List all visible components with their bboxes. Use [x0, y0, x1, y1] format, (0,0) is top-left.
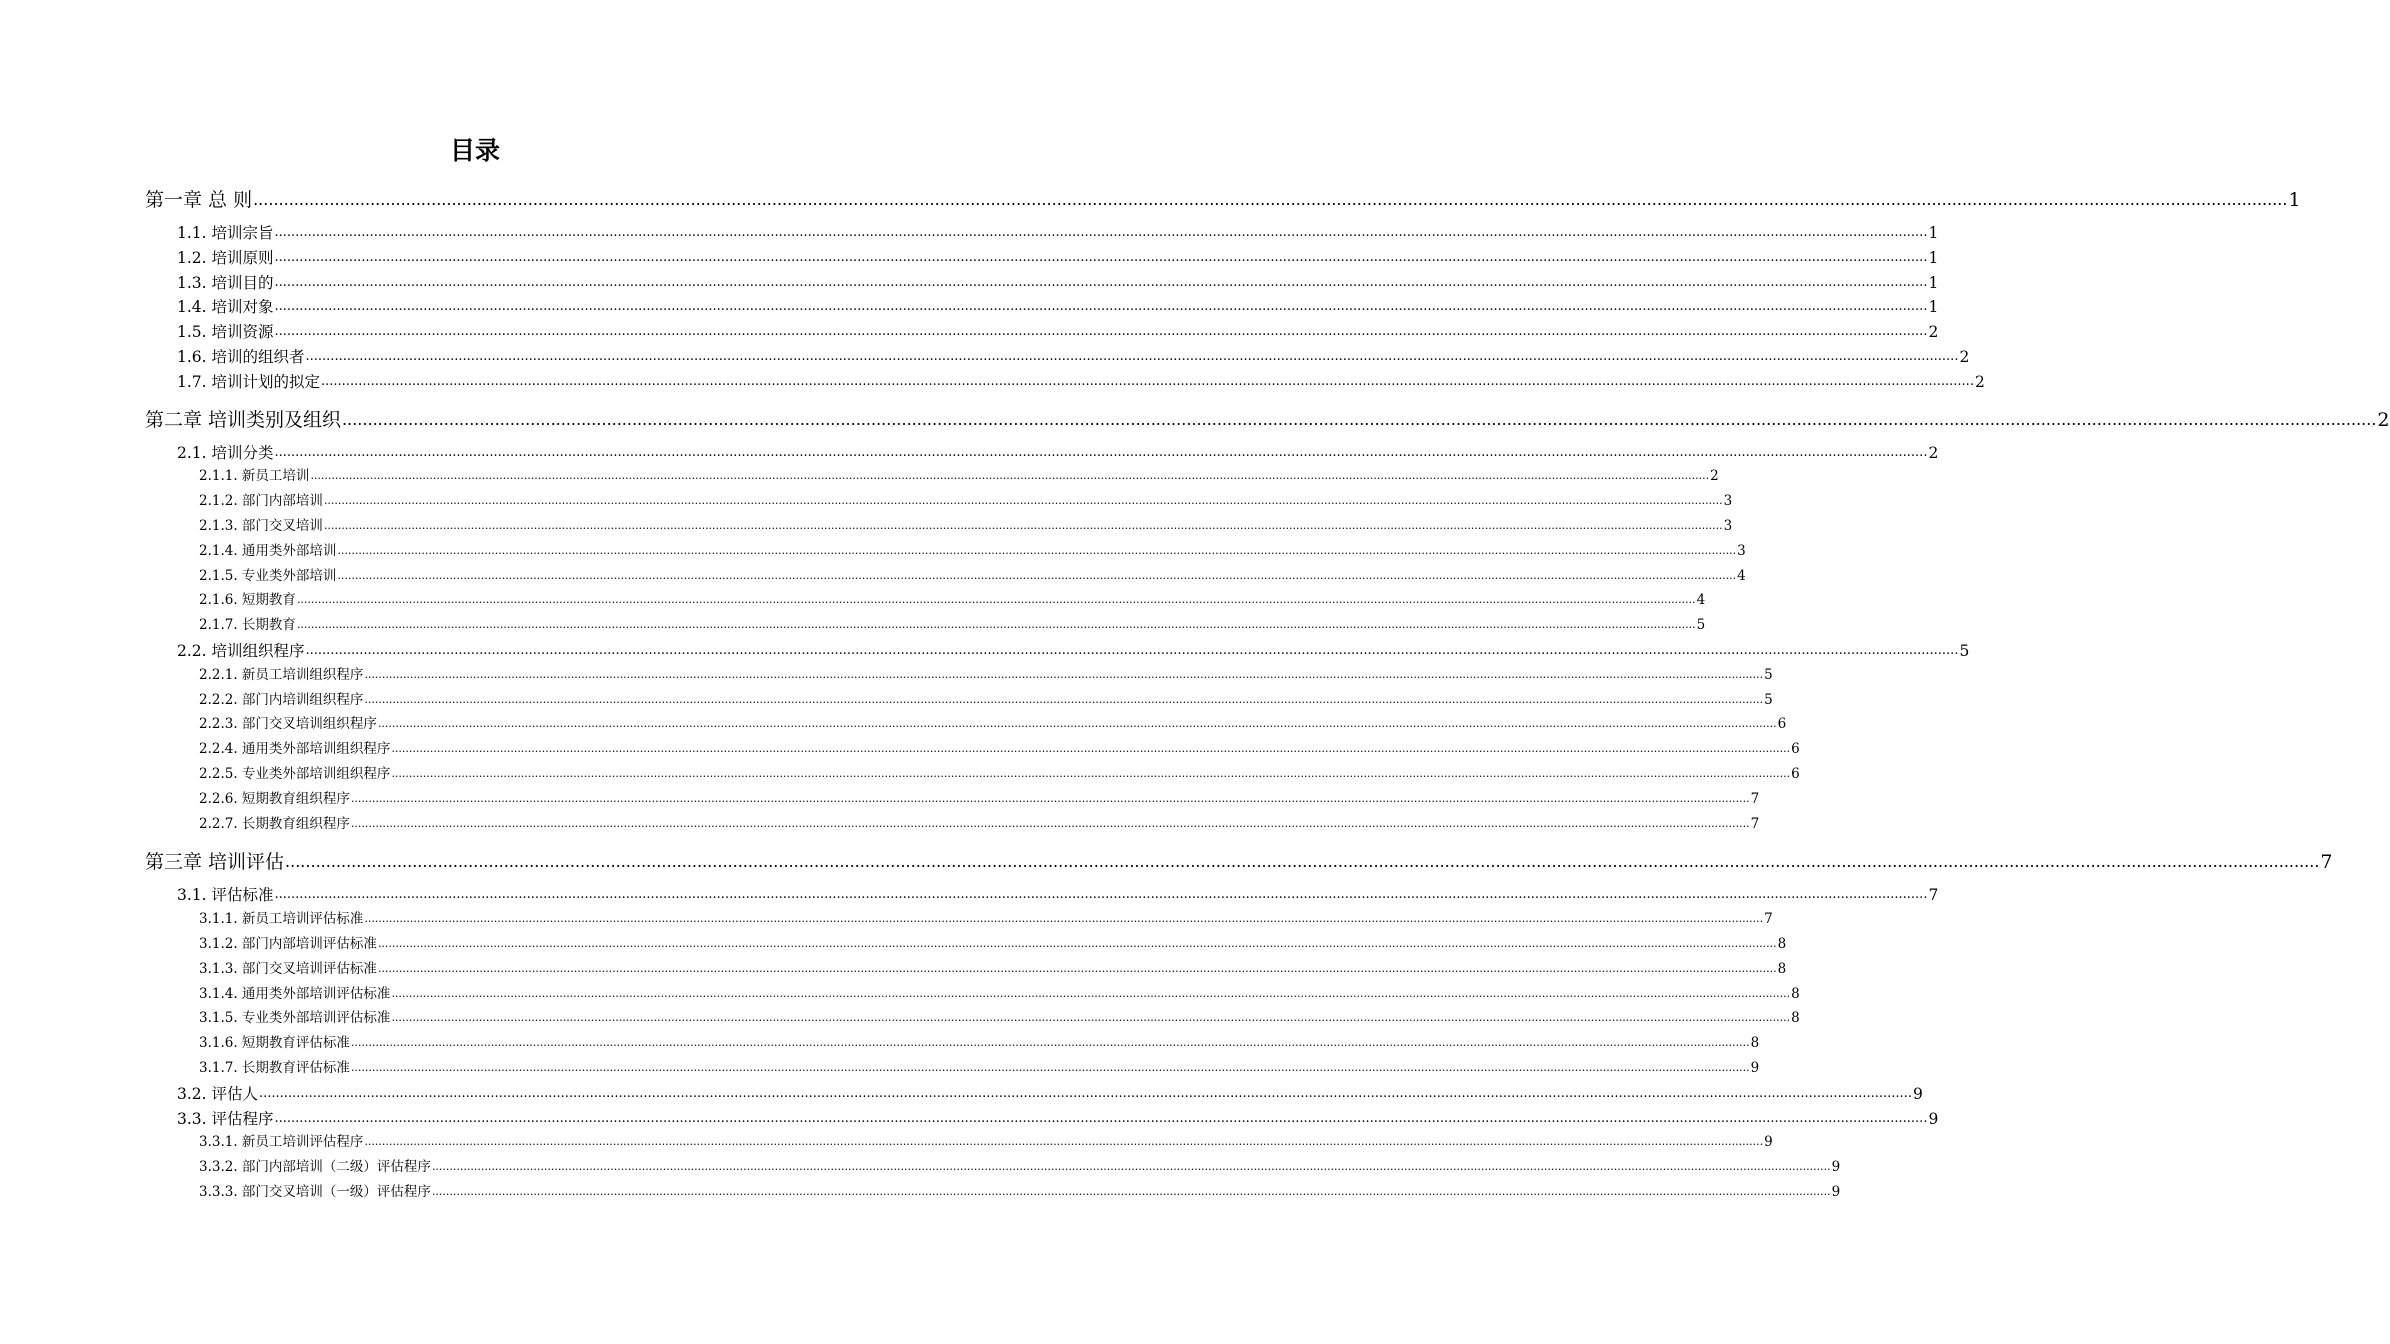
toc-entry-label: 2.1.2. 部门内部培训	[199, 493, 323, 510]
toc-entry-page: 2	[1928, 323, 1939, 342]
toc-dot-leader: ................................................................................................................................................................................................................................................................................................................................................................................................................	[274, 299, 1928, 315]
toc-entry-page: 4	[1737, 567, 1746, 584]
toc-entry[interactable]	[177, 371, 1985, 393]
toc-entry-label: 1.5. 培训资源	[177, 323, 274, 342]
toc-dot-leader: ................................................................................................................................................................................................................................................................................................................................................................................................................	[431, 1185, 1831, 1198]
toc-entry[interactable]	[145, 186, 2301, 214]
toc-dot-leader: ................................................................................................................................................................................................................................................................................................................................................................................................................	[350, 1061, 1750, 1074]
toc-dot-leader: ................................................................................................................................................................................................................................................................................................................................................................................................................	[364, 667, 1764, 681]
toc-entry-page: 9	[1764, 1134, 1773, 1151]
toc-dot-leader: ................................................................................................................................................................................................................................................................................................................................................................................................................	[350, 816, 1750, 830]
toc-entry-label: 2.2.2. 部门内培训组织程序	[199, 691, 364, 708]
toc-entry-page: 6	[1777, 716, 1787, 733]
toc-entry-label: 3.1.4. 通用类外部培训评估标准	[199, 985, 391, 1002]
toc-entry[interactable]	[177, 1108, 1939, 1130]
toc-entry-page: 9	[1750, 1060, 1760, 1076]
toc-dot-leader: ................................................................................................................................................................................................................................................................................................................................................................................................................	[377, 961, 1777, 975]
toc-entry-label: 3.1.1. 新员工培训评估标准	[199, 911, 364, 928]
toc-entry-page: 7	[1764, 911, 1773, 928]
toc-dot-leader: ................................................................................................................................................................................................................................................................................................................................................................................................................	[305, 643, 1959, 658]
toc-entry-page: 1	[1928, 248, 1939, 267]
toc-entry-page: 4	[1696, 592, 1706, 609]
toc-entry[interactable]	[199, 516, 1733, 536]
toc-entry[interactable]	[177, 640, 1970, 662]
toc-entry-label: 1.4. 培训对象	[177, 298, 274, 317]
toc-entry[interactable]	[199, 1008, 1800, 1028]
toc-dot-leader: ................................................................................................................................................................................................................................................................................................................................................................................................................	[274, 444, 1928, 460]
toc-entry-label: 1.3. 培训目的	[177, 273, 274, 292]
toc-entry-label: 1.2. 培训原则	[177, 248, 274, 267]
toc-entry-page: 5	[1696, 617, 1706, 634]
toc-entry-label: 1.6. 培训的组织者	[177, 348, 305, 366]
toc-dot-leader: ................................................................................................................................................................................................................................................................................................................................................................................................................	[364, 1135, 1764, 1149]
toc-entry-page: 7	[1750, 815, 1760, 832]
toc-entry-page: 7	[2320, 851, 2333, 874]
toc-entry-page: 2	[1959, 348, 1970, 366]
toc-entry-page: 5	[1959, 642, 1970, 660]
toc-entry[interactable]	[145, 848, 2333, 876]
toc-entry-page: 2	[2377, 408, 2390, 431]
toc-entry-label: 3.1. 评估标准	[177, 886, 274, 905]
toc-entry[interactable]	[199, 541, 1746, 561]
toc-entry[interactable]	[199, 491, 1733, 511]
toc-entry-page: 3	[1723, 493, 1733, 510]
toc-dot-leader: ................................................................................................................................................................................................................................................................................................................................................................................................................	[431, 1160, 1831, 1174]
toc-entry[interactable]	[177, 247, 1939, 269]
toc-entry-page: 1	[1928, 298, 1939, 317]
toc-entry-page: 9	[1912, 1084, 1923, 1103]
toc-entry[interactable]	[199, 909, 1773, 929]
toc-entry-label: 2.1.6. 短期教育	[199, 592, 296, 609]
toc-entry-label: 3.2. 评估人	[177, 1084, 259, 1103]
toc-dot-leader: ................................................................................................................................................................................................................................................................................................................................................................................................................	[274, 249, 1928, 265]
toc-dot-leader: ................................................................................................................................................................................................................................................................................................................................................................................................................	[296, 593, 1696, 607]
toc-entry[interactable]	[199, 764, 1800, 784]
toc-entry[interactable]	[199, 739, 1800, 759]
toc-entry[interactable]	[199, 1182, 1841, 1202]
toc-entry-label: 3.1.3. 部门交叉培训评估标准	[199, 960, 377, 977]
toc-dot-leader: ................................................................................................................................................................................................................................................................................................................................................................................................................	[342, 409, 2377, 429]
toc-entry-label: 3.3.1. 新员工培训评估程序	[199, 1134, 364, 1151]
toc-entry-page: 1	[1928, 224, 1939, 242]
toc-entry[interactable]	[199, 789, 1760, 809]
toc-entry[interactable]	[199, 466, 1719, 486]
toc-dot-leader: ................................................................................................................................................................................................................................................................................................................................................................................................................	[364, 692, 1764, 706]
toc-entry-label: 3.3.3. 部门交叉培训（一级）评估程序	[199, 1184, 431, 1200]
toc-entry-page: 6	[1791, 741, 1800, 758]
toc-entry-page: 8	[1750, 1035, 1760, 1052]
toc-entry[interactable]	[177, 346, 1970, 368]
toc-dot-leader: ................................................................................................................................................................................................................................................................................................................................................................................................................	[377, 717, 1777, 731]
toc-entry-page: 6	[1791, 766, 1800, 782]
toc-entry[interactable]	[199, 1132, 1773, 1152]
toc-entry-label: 3.1.2. 部门内部培训评估标准	[199, 936, 377, 952]
toc-entry-page: 8	[1777, 936, 1787, 952]
toc-entry[interactable]	[199, 934, 1787, 954]
toc-entry-label: 2.2.3. 部门交叉培训组织程序	[199, 716, 377, 733]
toc-dot-leader: ................................................................................................................................................................................................................................................................................................................................................................................................................	[321, 373, 1974, 389]
toc-dot-leader: ................................................................................................................................................................................................................................................................................................................................................................................................................	[391, 767, 1791, 780]
toc-entry[interactable]	[177, 272, 1939, 294]
toc-dot-leader: ................................................................................................................................................................................................................................................................................................................................................................................................................	[253, 190, 2288, 209]
toc-entry-page: 7	[1928, 886, 1939, 905]
toc-entry-label: 2.1.5. 专业类外部培训	[199, 567, 337, 584]
toc-entry[interactable]	[177, 222, 1939, 244]
toc-dot-leader: ................................................................................................................................................................................................................................................................................................................................................................................................................	[259, 1085, 1912, 1101]
toc-dot-leader: ................................................................................................................................................................................................................................................................................................................................................................................................................	[274, 887, 1928, 903]
toc-dot-leader: ................................................................................................................................................................................................................................................................................................................................................................................................................	[305, 349, 1959, 364]
toc-entry-label: 3.1.7. 长期教育评估标准	[199, 1060, 350, 1076]
toc-entry-label: 2.2.5. 专业类外部培训组织程序	[199, 766, 391, 782]
toc-dot-leader: ................................................................................................................................................................................................................................................................................................................................................................................................................	[377, 937, 1777, 950]
toc-entry-label: 2.2. 培训组织程序	[177, 642, 305, 660]
toc-dot-leader: ................................................................................................................................................................................................................................................................................................................................................................................................................	[274, 324, 1928, 340]
toc-dot-leader: ................................................................................................................................................................................................................................................................................................................................................................................................................	[350, 1036, 1750, 1050]
toc-dot-leader: ................................................................................................................................................................................................................................................................................................................................................................................................................	[391, 1011, 1791, 1025]
toc-entry-label: 2.2.6. 短期教育组织程序	[199, 790, 350, 807]
toc-dot-leader: ................................................................................................................................................................................................................................................................................................................................................................................................................	[391, 742, 1791, 756]
toc-dot-leader: ................................................................................................................................................................................................................................................................................................................................................................................................................	[337, 543, 1737, 557]
toc-dot-leader: ................................................................................................................................................................................................................................................................................................................................................................................................................	[323, 494, 1723, 508]
toc-entry-label: 1.1. 培训宗旨	[177, 224, 274, 242]
toc-entry-page: 8	[1777, 960, 1787, 977]
toc-entry[interactable]	[199, 959, 1787, 979]
toc-entry-page: 8	[1791, 1010, 1800, 1027]
toc-entry-label: 1.7. 培训计划的拟定	[177, 372, 321, 391]
toc-dot-leader: ................................................................................................................................................................................................................................................................................................................................................................................................................	[285, 852, 2320, 872]
toc-entry-page: 5	[1764, 691, 1773, 708]
toc-entry-label: 2.2.4. 通用类外部培训组织程序	[199, 741, 391, 758]
toc-entry-page: 1	[1928, 273, 1939, 292]
toc-dot-leader: ................................................................................................................................................................................................................................................................................................................................................................................................................	[274, 274, 1928, 290]
toc-entry[interactable]	[177, 321, 1939, 343]
toc-entry-page: 9	[1831, 1159, 1841, 1176]
toc-entry-page: 2	[1710, 468, 1719, 485]
toc-entry-label: 第二章 培训类别及组织	[145, 408, 342, 431]
toc-entry-label: 2.1.4. 通用类外部培训	[199, 542, 337, 559]
toc-entry[interactable]	[145, 406, 2390, 434]
toc-entry[interactable]	[199, 1157, 1841, 1177]
page-title: 目录	[449, 136, 500, 165]
toc-entry-page: 9	[1928, 1109, 1939, 1128]
toc-entry[interactable]	[177, 1083, 1923, 1105]
toc-entry-page: 9	[1831, 1184, 1841, 1200]
toc-entry[interactable]	[199, 1058, 1760, 1078]
toc-dot-leader: ................................................................................................................................................................................................................................................................................................................................................................................................................	[310, 469, 1710, 483]
toc-entry[interactable]	[199, 1033, 1760, 1053]
toc-entry-label: 2.1.1. 新员工培训	[199, 468, 310, 485]
toc-dot-leader: ................................................................................................................................................................................................................................................................................................................................................................................................................	[296, 618, 1696, 632]
toc-dot-leader: ................................................................................................................................................................................................................................................................................................................................................................................................................	[350, 791, 1750, 805]
toc-entry[interactable]	[199, 566, 1746, 586]
toc-entry-page: 1	[2288, 189, 2301, 211]
toc-entry-label: 2.2.1. 新员工培训组织程序	[199, 666, 364, 683]
toc-entry-label: 2.1.7. 长期教育	[199, 617, 296, 634]
toc-entry-label: 3.3.2. 部门内部培训（二级）评估程序	[199, 1159, 431, 1176]
toc-dot-leader: ................................................................................................................................................................................................................................................................................................................................................................................................................	[391, 986, 1791, 1000]
toc-entry[interactable]	[199, 615, 1706, 635]
toc-entry[interactable]	[177, 442, 1939, 464]
toc-entry[interactable]	[199, 814, 1760, 834]
toc-entry-page: 3	[1737, 542, 1746, 559]
toc-entry-label: 第三章 培训评估	[145, 851, 285, 874]
toc-entry-page: 2	[1974, 372, 1985, 391]
toc-entry-label: 第一章 总 则	[145, 189, 253, 211]
toc-entry-page: 7	[1750, 790, 1760, 807]
toc-entry[interactable]	[199, 984, 1800, 1004]
toc-dot-leader: ................................................................................................................................................................................................................................................................................................................................................................................................................	[364, 912, 1764, 926]
toc-entry-label: 3.1.5. 专业类外部培训评估标准	[199, 1010, 391, 1027]
toc-entry-label: 2.2.7. 长期教育组织程序	[199, 815, 350, 832]
toc-entry-page: 3	[1723, 518, 1733, 534]
toc-entry[interactable]	[177, 296, 1939, 318]
toc-entry-page: 8	[1791, 985, 1800, 1002]
toc-dot-leader: ................................................................................................................................................................................................................................................................................................................................................................................................................	[274, 225, 1928, 240]
toc-entry[interactable]	[199, 590, 1706, 610]
toc-dot-leader: ................................................................................................................................................................................................................................................................................................................................................................................................................	[274, 1110, 1928, 1126]
toc-entry-label: 3.3. 评估程序	[177, 1109, 274, 1128]
toc-entry-label: 2.1. 培训分类	[177, 443, 274, 462]
toc-entry[interactable]	[199, 665, 1773, 685]
toc-entry-page: 2	[1928, 443, 1939, 462]
toc-dot-leader: ................................................................................................................................................................................................................................................................................................................................................................................................................	[337, 568, 1737, 582]
toc-entry[interactable]	[199, 690, 1773, 710]
toc-entry[interactable]	[199, 714, 1787, 734]
toc-entry-label: 2.1.3. 部门交叉培训	[199, 518, 323, 534]
toc-dot-leader: ................................................................................................................................................................................................................................................................................................................................................................................................................	[323, 519, 1723, 532]
toc-entry[interactable]	[177, 884, 1939, 906]
toc-entry-label: 3.1.6. 短期教育评估标准	[199, 1035, 350, 1052]
toc-entry-page: 5	[1764, 666, 1773, 683]
